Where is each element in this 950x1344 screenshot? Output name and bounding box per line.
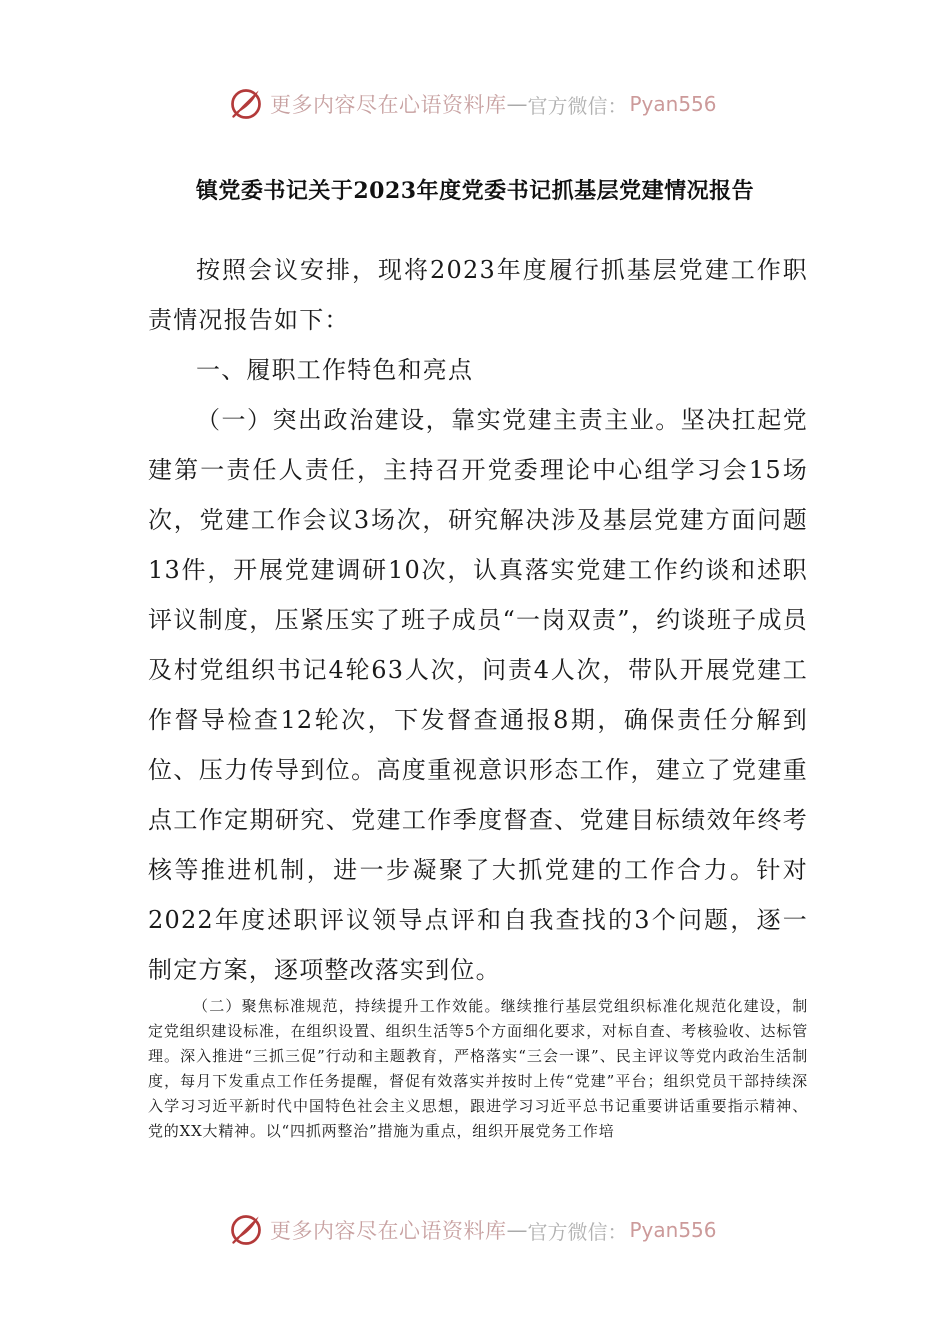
paragraph-1: （一）突出政治建设，靠实党建主责主业。坚决扛起党建第一责任人责任，主持召开党委理论中心组学习会15场次，党建工作会议3场次，研究解决涉及基层党建方面问题13件，开展党建调研10次，认真落实党建工作约谈和述职评议制度，压紧压实了班子成员“一岗双责”，约谈班子成员及村党组织书记4轮63人次，问责4人次，带队开展党建工作督导检查12轮次，下发督查通报8期，确保责任分解到位、压力传导到位。高度重视意识形态工作，建立了党建重点工作定期研究、党建工作季度督查、党建目标绩效年终考核等推进机制，进一步凝聚了大抓党建的工作合力。针对2022年度述职评议领导点评和自我查找的3个问题，逐一制定方案，逐项整改落实到位。: [148, 406, 808, 984]
quill-logo-icon: [228, 1212, 264, 1248]
banner-wechat-label: 官方微信：: [527, 1219, 628, 1244]
banner-wechat-id: Pyan556: [629, 1218, 717, 1242]
banner-dash: —: [506, 92, 528, 116]
paragraph-2: （二）聚焦标准规范，持续提升工作效能。继续推行基层党组织标准化规范化建设，制定党组织建设标准，在组织设置、组织生活等5个方面细化要求，对标自查、考核验收、达标管理。深入推进“三抓三促”行动和主题教育，严格落实“三会一课”、民主评议等党内政治生活制度，每月下发重点工作任务提醒，督促有效落实并按时上传“党建”平台；组织党员干部持续深入学习习近平新时代中国特色社会主义思想，跟进学习习近平总书记重要讲话重要指示精神、党的XX大精神。以“四抓两整治”措施为重点，组织开展党务工作培: [148, 997, 808, 1140]
intro-paragraph: 按照会议安排，现将2023年度履行抓基层党建工作职责情况报告如下：: [148, 256, 808, 334]
banner-brand-text: 更多内容尽在心语资料库: [270, 1219, 507, 1243]
banner-dash: —: [506, 1218, 528, 1242]
document-body-large: [148, 245, 808, 995]
banner-wechat-label: 官方微信：: [527, 93, 628, 118]
banner-wechat-id: Pyan556: [629, 92, 717, 116]
section-heading: 一、履职工作特色和亮点: [196, 356, 474, 384]
document-title: 镇党委书记关于2023年度党委书记抓基层党建情况报告: [195, 178, 755, 204]
banner-brand-text: 更多内容尽在心语资料库: [270, 93, 507, 117]
quill-logo-icon: [228, 86, 264, 122]
document-body-small: [148, 994, 808, 1144]
footer-banner: [228, 1210, 717, 1250]
header-banner: [228, 84, 717, 124]
